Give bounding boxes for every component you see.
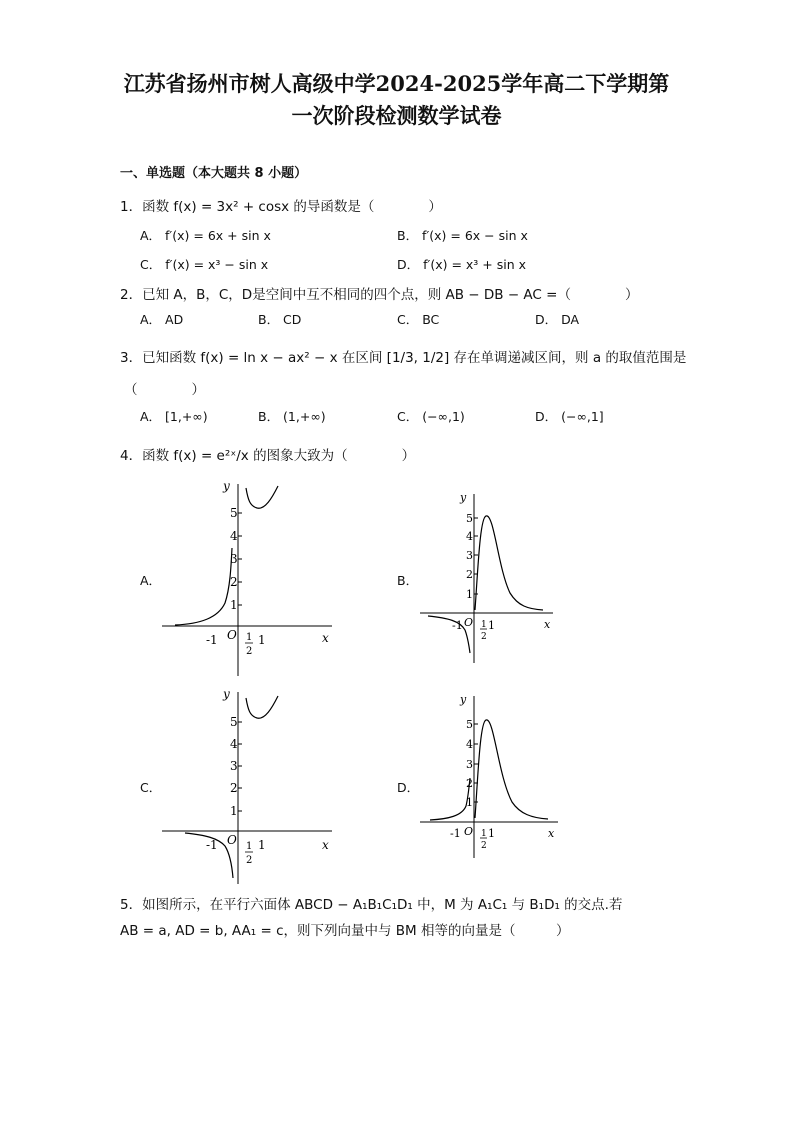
ytick-2: 2	[466, 568, 473, 581]
q4-option-c-label[interactable]: C．	[140, 780, 162, 795]
ytick-1: 1	[466, 796, 473, 809]
q2-option-c[interactable]: C． BC	[397, 312, 440, 327]
curve-right	[246, 696, 278, 718]
q5-line-2: AB = a, AD = b, AA₁ = c，则下列向量中与 BM 相等的向量是（ ）	[120, 923, 570, 939]
y-axis-label: y	[223, 687, 230, 701]
xtick-1: 1	[258, 633, 266, 647]
origin-label: O	[464, 825, 474, 838]
xtick-half-den: 2	[246, 855, 253, 866]
q4-stem: 4．函数 f(x) = e²ˣ/x 的图象大致为（ ）	[120, 448, 416, 464]
title-line-2: 一次阶段检测数学试卷	[291, 103, 502, 128]
ytick-2: 2	[466, 777, 473, 790]
q1-option-a[interactable]: A． f′(x) = 6x + sin x	[140, 228, 271, 243]
q2-stem: 2．已知 A，B，C，D是空间中互不相同的四个点，则 AB − DB − AC =（ ）	[120, 287, 639, 303]
q4-graph-d	[418, 690, 568, 860]
q2-option-b[interactable]: B． CD	[258, 312, 302, 327]
xtick-neg1: -1	[452, 619, 463, 632]
ytick-5: 5	[230, 506, 238, 520]
xtick-1: 1	[488, 619, 495, 632]
curve-left	[430, 778, 470, 820]
x-axis-label: x	[548, 827, 555, 840]
q5-line-1: 5．如图所示，在平行六面体 ABCD − A₁B₁C₁D₁ 中，M 为 A₁C₁ 与 B₁D₁ 的交点.若	[120, 897, 623, 913]
xtick-1: 1	[258, 838, 266, 852]
xtick-half-num: 1	[246, 841, 253, 852]
q3-paren: （ ）	[124, 382, 205, 398]
q1-stem: 1．函数 f(x) = 3x² + cosx 的导函数是（ ）	[120, 199, 442, 215]
xtick-neg1: -1	[206, 838, 218, 852]
ytick-4: 4	[230, 737, 238, 751]
xtick-half-num: 1	[246, 632, 253, 643]
origin-label: O	[464, 616, 474, 629]
q1-option-c[interactable]: C． f′(x) = x³ − sin x	[140, 257, 269, 272]
ytick-3: 3	[230, 759, 238, 773]
ytick-4: 4	[230, 529, 238, 543]
ytick-2: 2	[230, 781, 238, 795]
x-axis-label: x	[322, 838, 329, 852]
q3-option-b[interactable]: B． (1,+∞)	[258, 409, 326, 424]
xtick-neg1: -1	[206, 633, 218, 647]
q4-option-a-label[interactable]: A．	[140, 573, 162, 588]
ytick-2: 2	[230, 575, 238, 589]
xtick-half-den: 2	[481, 841, 487, 851]
q4-graph-a	[160, 478, 335, 678]
q3-stem: 3．已知函数 f(x) = ln x − ax² − x 在区间 [1/3, 1/2] 存在单调递减区间，则 a 的取值范围是	[120, 350, 687, 366]
title-line-1: 江苏省扬州市树人高级中学2024-2025学年高二下学期第	[123, 71, 670, 96]
q1-option-d[interactable]: D． f′(x) = x³ + sin x	[397, 257, 527, 272]
y-axis-label: y	[223, 479, 230, 493]
q4-graph-b	[418, 488, 568, 668]
q1-option-b[interactable]: B． f′(x) = 6x − sin x	[397, 228, 528, 243]
xtick-half-num: 1	[481, 829, 487, 839]
ytick-3: 3	[466, 549, 473, 562]
origin-label: O	[227, 833, 237, 847]
section-heading: 一、单选题（本大题共 8 小题）	[120, 166, 308, 181]
curve-left	[175, 548, 232, 625]
x-axis-label: x	[322, 631, 329, 645]
ytick-4: 4	[466, 530, 473, 543]
xtick-1: 1	[488, 827, 495, 840]
q4-option-b-label[interactable]: B．	[397, 573, 419, 588]
q2-option-a[interactable]: A． AD	[140, 312, 184, 327]
q4-option-d-label[interactable]: D．	[397, 780, 420, 795]
xtick-half-num: 1	[481, 620, 487, 630]
q3-option-d[interactable]: D． (−∞,1]	[535, 409, 604, 424]
ytick-1: 1	[230, 598, 238, 612]
origin-label: O	[227, 628, 237, 642]
ytick-3: 3	[230, 552, 238, 566]
ytick-5: 5	[466, 512, 473, 525]
q4-graph-c	[160, 686, 335, 886]
xtick-neg1: -1	[450, 827, 461, 840]
y-ticks	[238, 513, 242, 605]
curve-right	[475, 516, 543, 610]
y-axis-label: y	[460, 693, 467, 706]
curve-right	[246, 486, 278, 508]
q3-option-c[interactable]: C． (−∞,1)	[397, 409, 465, 424]
ytick-4: 4	[466, 738, 473, 751]
ytick-1: 1	[230, 804, 238, 818]
xtick-half-den: 2	[246, 646, 253, 657]
x-axis-label: x	[544, 618, 551, 631]
ytick-5: 5	[466, 718, 473, 731]
ytick-1: 1	[466, 588, 473, 601]
q3-option-a[interactable]: A． [1,+∞)	[140, 409, 208, 424]
ytick-3: 3	[466, 758, 473, 771]
xtick-half-den: 2	[481, 632, 487, 642]
curve-right	[475, 720, 548, 819]
q2-option-d[interactable]: D． DA	[535, 312, 580, 327]
y-axis-label: y	[460, 491, 467, 504]
ytick-5: 5	[230, 715, 238, 729]
